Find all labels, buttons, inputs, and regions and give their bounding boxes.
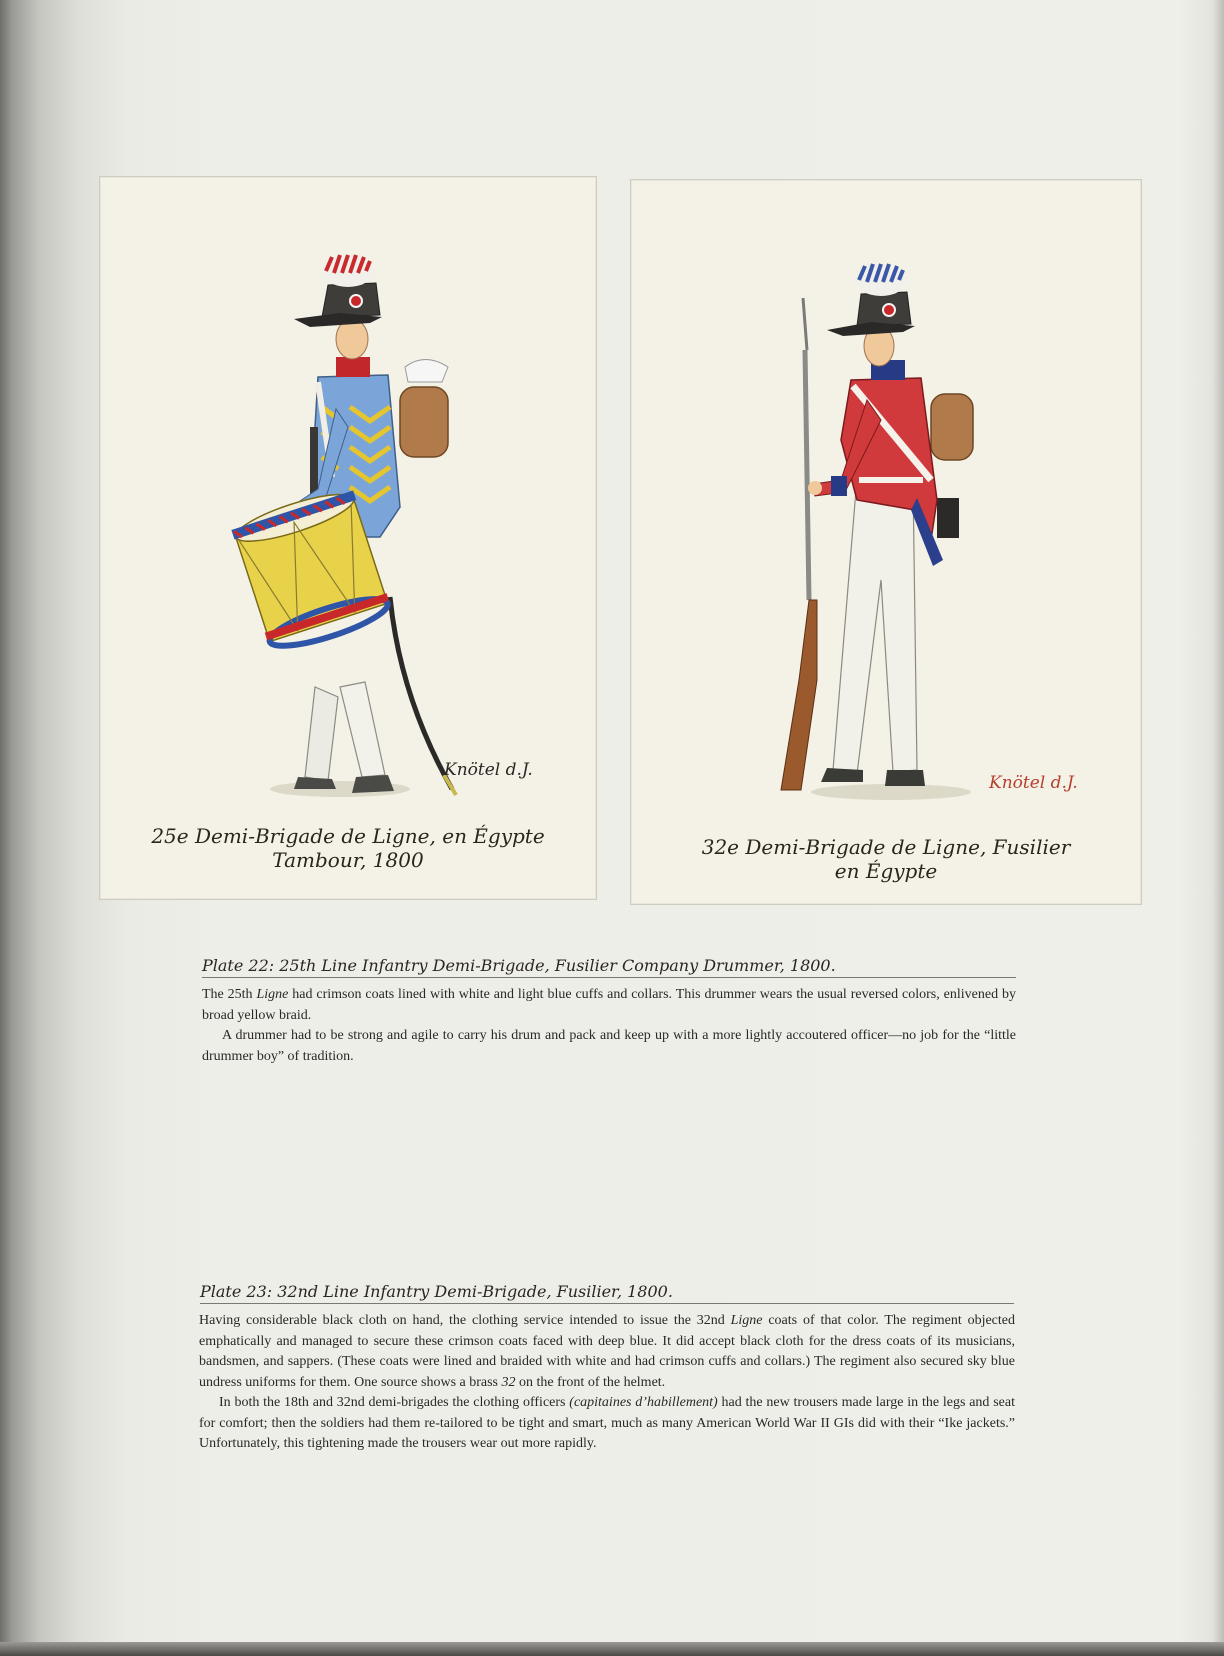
- drummer-figure: [100, 177, 596, 899]
- plate-23-caption-line1: 32e Demi-Brigade de Ligne, Fusilier: [701, 835, 1071, 859]
- plate-23-description: [199, 1311, 1015, 1455]
- plate-23-caption-line2: en Égypte: [834, 859, 938, 883]
- plate-23-illustration: [630, 179, 1142, 905]
- page-bottom-edge: [0, 1642, 1224, 1656]
- plate-22-heading: Plate 22: 25th Line Infantry Demi-Brigade, Fusilier Company Drummer, 1800.: [202, 956, 1016, 978]
- plate-22-paragraph-2: A drummer had to be strong and agile to carry his drum and pack and keep up with a more lightly accoutered officer—no job for the “little drummer boy” of tradition.: [202, 1028, 1016, 1064]
- plate-22-caption-line1: 25e Demi-Brigade de Ligne, en Égypte: [151, 824, 545, 848]
- fusilier-figure: [631, 180, 1141, 904]
- plate-22-caption-line2: Tambour, 1800: [272, 848, 424, 872]
- plate-22-caption: [110, 824, 586, 872]
- plate-23-heading: Plate 23: 32nd Line Infantry Demi-Brigade, Fusilier, 1800.: [200, 1282, 1014, 1304]
- plate-23-paragraph-1: Having considerable black cloth on hand, the clothing service intended to issue the 32nd Ligne coats of that color. The regiment objected emphatically and managed to secure these crimson coats faced with deep blue. It did accept black cloth for the dress coats of its musicians, bandsmen, and sappers. (These coats were lined and braided with white and had crimson cuffs and collars.) The regiment also secured sky blue undress uniforms for them. One source shows a brass 32 on the front of the helmet.: [199, 1313, 1016, 1390]
- plate-22-illustration: [99, 176, 597, 900]
- plate-22-paragraph-1: The 25th Ligne had crimson coats lined with white and light blue cuffs and collars. This drummer wears the usual reversed colors, enlivened by broad yellow braid.: [202, 987, 1016, 1023]
- plate-23-paragraph-2: In both the 18th and 32nd demi-brigades the clothing officers (capitaines d’habillement) had the new trousers made large in the legs and seat for comfort; then the soldiers had them re-tailored to be tight and smart, much as many American World War II GIs did with their “Ike jackets.” Unfortunately, this tightening made the trousers wear out more rapidly.: [199, 1395, 1015, 1451]
- plate-23-caption: [641, 835, 1131, 883]
- artist-signature: Knötel d.J.: [989, 773, 1078, 793]
- plate-22-description: [202, 985, 1016, 1067]
- artist-signature: Knötel d.J.: [444, 760, 533, 780]
